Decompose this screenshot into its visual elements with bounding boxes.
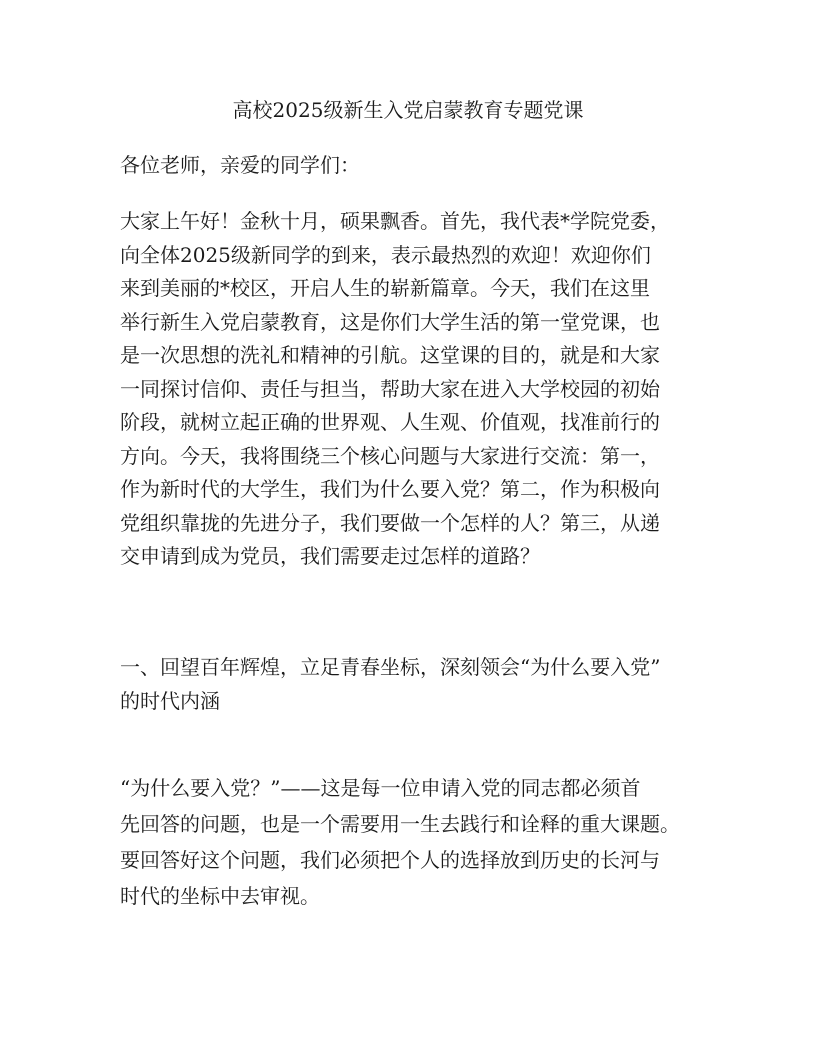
- paragraph-line: 来到美丽的*校区，开启人生的崭新篇章。今天，我们在这里: [120, 276, 650, 300]
- paragraph-line: 先回答的问题，也是一个需要用一生去践行和诠释的重大课题。: [120, 812, 680, 836]
- heading-line: 的时代内涵: [120, 689, 220, 713]
- intro-paragraph: [120, 205, 700, 574]
- heading-line: 一、回望百年辉煌，立足青春坐标，深刻领会“为什么要入党”: [120, 655, 661, 679]
- paragraph-line: 要回答好这个问题，我们必须把个人的选择放到历史的长河与: [120, 848, 660, 872]
- paragraph-line: 阶段，就树立起正确的世界观、人生观、价值观，找准前行的: [120, 410, 660, 434]
- paragraph-line: 举行新生入党启蒙教育，这是你们大学生活的第一堂党课，也: [120, 309, 660, 334]
- paragraph-line: “为什么要入党？”——这是每一位申请入党的同志都必须首: [120, 776, 641, 800]
- greeting: 各位老师，亲爱的同学们：: [120, 153, 360, 177]
- section-heading: [120, 650, 700, 718]
- paragraph-line: 大家上午好！金秋十月，硕果飘香。首先，我代表*学院党委，: [120, 209, 670, 233]
- paragraph-line: 向全体2025级新同学的到来，表示最热烈的欢迎！欢迎你们: [120, 242, 651, 267]
- section-paragraph: [120, 770, 700, 914]
- paragraph-line: 作为新时代的大学生，我们为什么要入党？第二，作为积极向: [120, 477, 660, 501]
- document-title: 高校2025级新生入党启蒙教育专题党课: [232, 98, 584, 122]
- paragraph-line: 是一次思想的洗礼和精神的引航。这堂课的目的，就是和大家: [120, 343, 660, 367]
- paragraph-line: 方向。今天，我将围绕三个核心问题与大家进行交流：第一，: [120, 443, 660, 468]
- paragraph-line: 党组织靠拢的先进分子，我们要做一个怎样的人？第三，从递: [120, 510, 660, 535]
- paragraph-line: 交申请到成为党员，我们需要走过怎样的道路？: [120, 544, 540, 568]
- paragraph-line: 一同探讨信仰、责任与担当，帮助大家在进入大学校园的初始: [120, 376, 660, 401]
- paragraph-line: 时代的坐标中去审视。: [120, 884, 320, 908]
